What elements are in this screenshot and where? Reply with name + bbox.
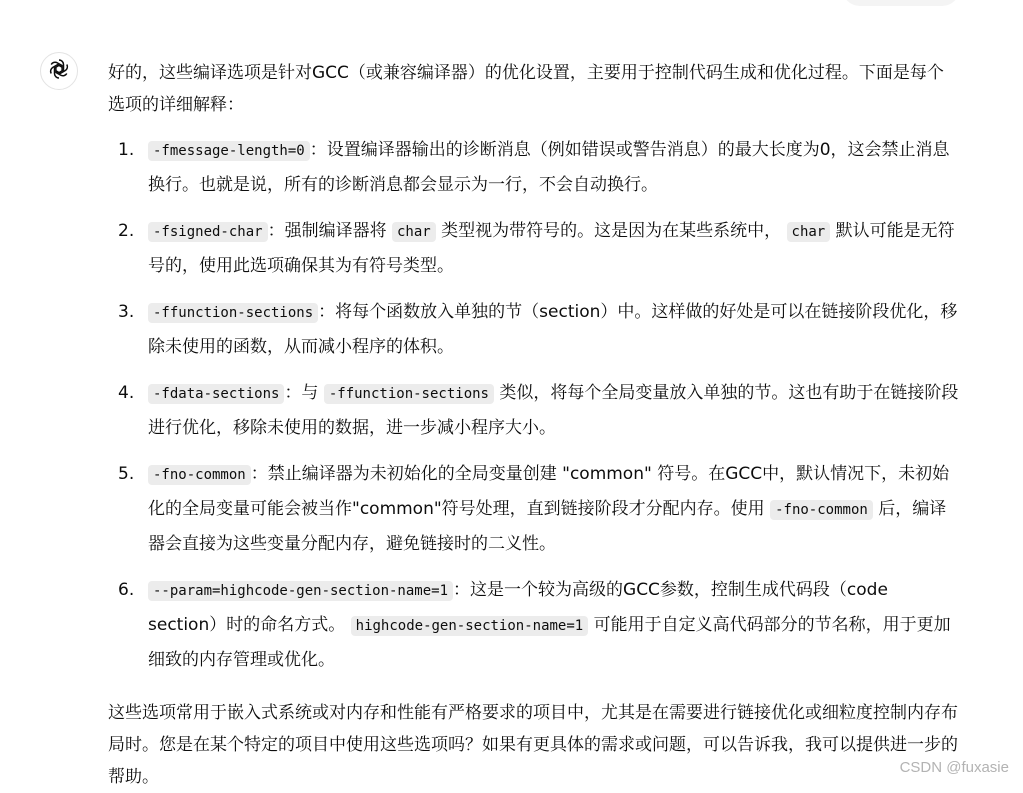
option-text: 类型视为带符号的。这是因为在某些系统中， [435, 221, 787, 241]
openai-logo-icon [47, 57, 71, 85]
option-text: 类似，将每个全局变量放入单独的节。这也有助于在链接阶段进行优化，移除未使用的数据，进一步减小程序大小。 [148, 383, 959, 438]
inline-code: -ffunction-sections [324, 384, 494, 404]
inline-code: highcode-gen-section-name=1 [351, 616, 589, 636]
option-text: ：与 [284, 383, 324, 403]
options-list [108, 133, 960, 677]
inline-code: -fmessage-length=0 [148, 141, 310, 161]
option-number: 3. [118, 302, 135, 322]
message-intro: 好的，这些编译选项是针对GCC（或兼容编译器）的优化设置，主要用于控制代码生成和优化过程。下面是每个选项的详细解释： [108, 63, 944, 115]
option-number: 1. [118, 140, 135, 160]
watermark: CSDN @fuxasie [899, 759, 1009, 776]
option-text: 默认可能是无符号的，使用此选项确保其为有符号类型。 [148, 221, 955, 276]
option-number: 5. [118, 464, 135, 484]
inline-code: -fno-common [148, 465, 251, 485]
assistant-message [108, 57, 960, 793]
inline-code: -fdata-sections [148, 384, 284, 404]
option-text: ：禁止编译器为未初始化的全局变量创建 "common" 符号。在GCC中，默认情况下，未初始化的全局变量可能会被当作"common"符号处理，直到链接阶段才分配内存。使用 [148, 464, 950, 519]
option-item [108, 376, 960, 445]
option-item [108, 573, 960, 677]
option-text: 后，编译器会直接为这些变量分配内存，避免链接时的二义性。 [148, 499, 947, 554]
option-text: ：这是一个较为高级的GCC参数，控制生成代码段（code section）时的命名方式。 [148, 580, 888, 635]
option-text: ：设置编译器输出的诊断消息（例如错误或警告消息）的最大长度为0，这会禁止消息换行。也就是说，所有的诊断消息都会显示为一行，不会自动换行。 [148, 140, 950, 195]
inline-code: -fsigned-char [148, 222, 268, 242]
option-number: 2. [118, 221, 135, 241]
option-item [108, 295, 960, 364]
option-item [108, 133, 960, 202]
option-text: ：将每个函数放入单独的节（section）中。这样做的好处是可以在链接阶段优化，移除未使用的函数，从而减小程序的体积。 [148, 302, 958, 357]
option-number: 6. [118, 580, 135, 600]
inline-code: --param=highcode-gen-section-name=1 [148, 581, 453, 601]
assistant-avatar [40, 52, 78, 90]
option-number: 4. [118, 383, 135, 403]
option-item [108, 457, 960, 561]
inline-code: -fno-common [770, 500, 873, 520]
option-text: ：强制编译器将 [267, 221, 392, 241]
inline-code: char [787, 222, 831, 242]
option-item [108, 214, 960, 283]
user-message-bubble [842, 0, 960, 6]
message-summary: 这些选项常用于嵌入式系统或对内存和性能有严格要求的项目中，尤其是在需要进行链接优化或细粒度控制内存布局时。您是在某个特定的项目中使用这些选项吗？如果有更具体的需求或问题，可以告诉我，我可以提供进一步的帮助。 [108, 703, 958, 787]
inline-code: -ffunction-sections [148, 303, 318, 323]
inline-code: char [392, 222, 436, 242]
option-text: 可能用于自定义高代码部分的节名称，用于更加细致的内存管理或优化。 [148, 615, 951, 670]
